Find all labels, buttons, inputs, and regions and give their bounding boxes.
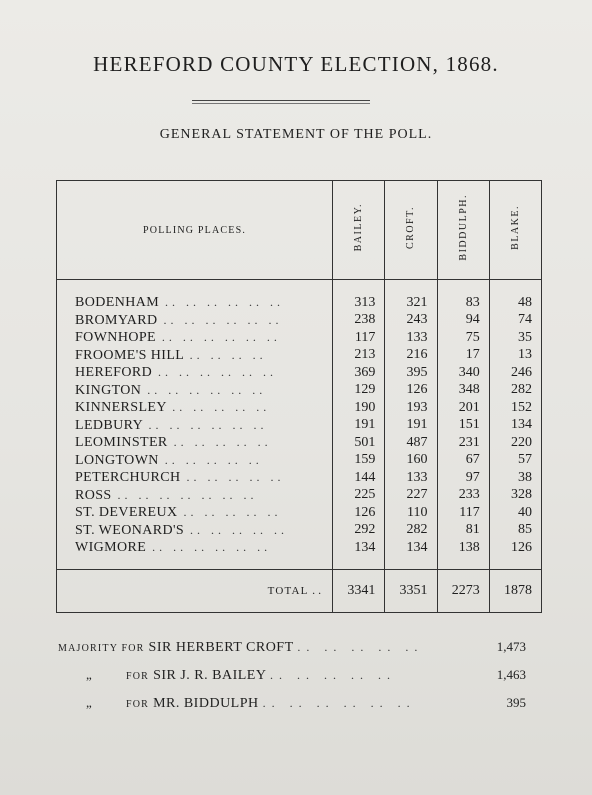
- votes-croft: 133: [385, 329, 437, 347]
- votes-croft: 193: [385, 399, 437, 417]
- table-row: [57, 382, 542, 400]
- votes-blake: 48: [489, 280, 541, 312]
- polling-place-cell: [57, 417, 333, 435]
- votes-croft: 160: [385, 452, 437, 470]
- votes-biddulph: 201: [437, 399, 489, 417]
- votes-blake: 152: [489, 399, 541, 417]
- votes-blake: 13: [489, 347, 541, 365]
- votes-blake: 220: [489, 434, 541, 452]
- title-rule: [192, 100, 370, 101]
- polling-place-cell: [57, 364, 333, 382]
- leader-dots: .. .. .. .. ..: [183, 505, 282, 519]
- majority-value: 395: [506, 695, 526, 710]
- polling-place-name: PETERCHURCH: [75, 470, 181, 485]
- title-rule-lower: [192, 103, 370, 104]
- polling-place-name: KINGTON: [75, 382, 142, 398]
- table-row: [57, 364, 542, 382]
- majority-line: [86, 664, 396, 686]
- polling-place-cell: [57, 504, 333, 522]
- votes-biddulph: 83: [437, 280, 489, 312]
- table-row: [57, 487, 542, 505]
- total-label-cell: [57, 569, 333, 612]
- votes-biddulph: 348: [437, 382, 489, 400]
- leader-dots: .. .. .. .. .. ..: [262, 696, 416, 710]
- votes-bailey: 213: [333, 347, 385, 365]
- votes-biddulph: 67: [437, 452, 489, 470]
- votes-biddulph: 151: [437, 417, 489, 435]
- table-row: [57, 312, 542, 330]
- votes-blake: 328: [489, 487, 541, 505]
- votes-bailey: 190: [333, 399, 385, 417]
- polling-place-name: KINNERSLEY: [75, 400, 167, 415]
- votes-biddulph: 17: [437, 347, 489, 365]
- leader-dots: .. .. .. .. .. ..: [163, 312, 283, 327]
- votes-blake: 246: [489, 364, 541, 382]
- votes-blake: 126: [489, 539, 541, 569]
- polling-place-cell: [57, 399, 333, 417]
- column-header-label: CROFT.: [405, 206, 417, 249]
- ditto-mark: „: [86, 695, 93, 710]
- votes-bailey: 313: [333, 280, 385, 312]
- votes-biddulph: 117: [437, 504, 489, 522]
- votes-bailey: 191: [333, 417, 385, 435]
- polling-place-name: LEOMINSTER: [75, 435, 168, 450]
- votes-bailey: 369: [333, 364, 385, 382]
- votes-croft: 227: [385, 487, 437, 505]
- polling-place-cell: [57, 347, 333, 365]
- majority-lead: MAJORITY FOR: [58, 643, 145, 654]
- column-header-polling-places: POLLING PLACES.: [57, 181, 333, 280]
- votes-croft: 110: [385, 504, 437, 522]
- votes-croft: 282: [385, 522, 437, 540]
- votes-blake: 282: [489, 382, 541, 400]
- leader-dots: .. .. .. .. ..: [172, 400, 271, 414]
- column-header-biddulph: [437, 181, 489, 280]
- total-croft: 3351: [385, 569, 437, 612]
- votes-bailey: 126: [333, 504, 385, 522]
- polling-place-name: ST. DEVEREUX: [75, 505, 178, 520]
- majority-value: 1,473: [496, 639, 526, 654]
- votes-biddulph: 75: [437, 329, 489, 347]
- votes-croft: 191: [385, 417, 437, 435]
- votes-croft: 126: [385, 382, 437, 400]
- page-subtitle: GENERAL STATEMENT OF THE POLL.: [159, 127, 433, 142]
- polling-place-cell: [57, 469, 333, 487]
- table-row: [57, 280, 542, 312]
- majority-value: 1,463: [496, 667, 526, 682]
- table-row: [57, 539, 542, 569]
- leader-dots: .. .. .. .. ..: [190, 522, 289, 537]
- majority-lead: FOR: [126, 699, 150, 710]
- polling-place-cell: [57, 522, 333, 540]
- column-header-bailey: [333, 181, 385, 280]
- table-row: [57, 522, 542, 540]
- votes-biddulph: 97: [437, 469, 489, 487]
- polling-place-cell: [57, 382, 333, 400]
- votes-blake: 38: [489, 469, 541, 487]
- polling-place-cell: [57, 452, 333, 470]
- votes-biddulph: 233: [437, 487, 489, 505]
- votes-biddulph: 138: [437, 539, 489, 569]
- table-row: [57, 469, 542, 487]
- votes-bailey: 292: [333, 522, 385, 540]
- leader-dots: .. .. .. .. ..: [173, 435, 272, 449]
- polling-place-cell: [57, 329, 333, 347]
- votes-blake: 134: [489, 417, 541, 435]
- votes-blake: 85: [489, 522, 541, 540]
- polling-place-name: HEREFORD: [75, 365, 153, 380]
- table-row: [57, 452, 542, 470]
- polling-place-cell: [57, 434, 333, 452]
- votes-croft: 321: [385, 280, 437, 312]
- votes-blake: 74: [489, 312, 541, 330]
- table-row: [57, 347, 542, 365]
- column-header-blake: [489, 181, 541, 280]
- total-biddulph: 2273: [437, 569, 489, 612]
- leader-dots: .. .. .. .. .. ..: [165, 295, 284, 309]
- table-row: [57, 329, 542, 347]
- total-label: TOTAL: [267, 585, 309, 597]
- leader-dots: .. .. .. .. .. ..: [147, 382, 267, 397]
- leader-dots: .. .. .. ..: [189, 347, 267, 362]
- votes-bailey: 134: [333, 539, 385, 569]
- polling-place-name: LEDBURY: [75, 417, 143, 433]
- votes-bailey: 144: [333, 469, 385, 487]
- votes-blake: 57: [489, 452, 541, 470]
- votes-blake: 40: [489, 504, 541, 522]
- polling-place-name: ROSS: [75, 487, 112, 503]
- votes-bailey: 225: [333, 487, 385, 505]
- majority-candidate: SIR J. R. BAILEY: [153, 668, 266, 683]
- votes-bailey: 159: [333, 452, 385, 470]
- polling-place-name: LONGTOWN: [75, 452, 159, 468]
- votes-croft: 243: [385, 312, 437, 330]
- leader-dots: ..: [312, 583, 325, 597]
- polling-place-name: BODENHAM: [75, 295, 160, 310]
- votes-croft: 133: [385, 469, 437, 487]
- leader-dots: .. .. .. .. ..: [269, 668, 396, 682]
- leader-dots: .. .. .. .. .. ..: [161, 330, 281, 344]
- majority-statements: [58, 636, 538, 726]
- votes-biddulph: 340: [437, 364, 489, 382]
- total-blake: 1878: [489, 569, 541, 612]
- table-row: [57, 504, 542, 522]
- polling-place-cell: [57, 487, 333, 505]
- polling-place-name: FOWNHOPE: [75, 330, 156, 345]
- leader-dots: .. .. .. .. .. .. ..: [117, 487, 258, 502]
- polling-place-cell: [57, 280, 333, 312]
- ditto-mark: „: [86, 667, 93, 682]
- votes-croft: 134: [385, 539, 437, 569]
- votes-bailey: 238: [333, 312, 385, 330]
- leader-dots: .. .. .. .. .. ..: [152, 540, 272, 554]
- total-row: [57, 569, 542, 612]
- votes-bailey: 501: [333, 434, 385, 452]
- polling-place-name: BROMYARD: [75, 312, 158, 328]
- table-row: [57, 434, 542, 452]
- majority-line: [86, 692, 416, 714]
- leader-dots: .. .. .. .. ..: [186, 470, 285, 484]
- votes-croft: 487: [385, 434, 437, 452]
- votes-bailey: 129: [333, 382, 385, 400]
- poll-table-header-row: [57, 181, 542, 280]
- poll-table-body: [57, 280, 542, 570]
- table-row: [57, 399, 542, 417]
- votes-biddulph: 94: [437, 312, 489, 330]
- leader-dots: .. .. .. .. ..: [164, 452, 263, 467]
- table-row: [57, 417, 542, 435]
- page-title: HEREFORD COUNTY ELECTION, 1868.: [93, 52, 499, 76]
- polling-place-cell: [57, 539, 333, 569]
- column-header-label: BLAKE.: [509, 205, 521, 250]
- total-bailey: 3341: [333, 569, 385, 612]
- column-header-croft: [385, 181, 437, 280]
- votes-blake: 35: [489, 329, 541, 347]
- leader-dots: .. .. .. .. .. ..: [148, 417, 268, 432]
- votes-biddulph: 81: [437, 522, 489, 540]
- majority-candidate: MR. BIDDULPH: [153, 696, 259, 711]
- leader-dots: .. .. .. .. .. ..: [158, 365, 278, 379]
- votes-croft: 395: [385, 364, 437, 382]
- polling-place-name: ST. WEONARD'S: [75, 522, 185, 538]
- majority-line: [58, 636, 423, 658]
- leader-dots: .. .. .. .. ..: [297, 640, 424, 654]
- majority-lead: FOR: [126, 671, 150, 682]
- majority-candidate: SIR HERBERT CROFT: [148, 640, 294, 655]
- column-header-label: BIDDULPH.: [457, 194, 469, 261]
- polling-place-cell: [57, 312, 333, 330]
- polling-place-name: WIGMORE: [75, 540, 147, 555]
- column-header-label: BAILEY.: [353, 203, 365, 252]
- votes-biddulph: 231: [437, 434, 489, 452]
- votes-croft: 216: [385, 347, 437, 365]
- votes-bailey: 117: [333, 329, 385, 347]
- polling-place-name: FROOME'S HILL: [75, 347, 184, 363]
- poll-table: [56, 180, 542, 613]
